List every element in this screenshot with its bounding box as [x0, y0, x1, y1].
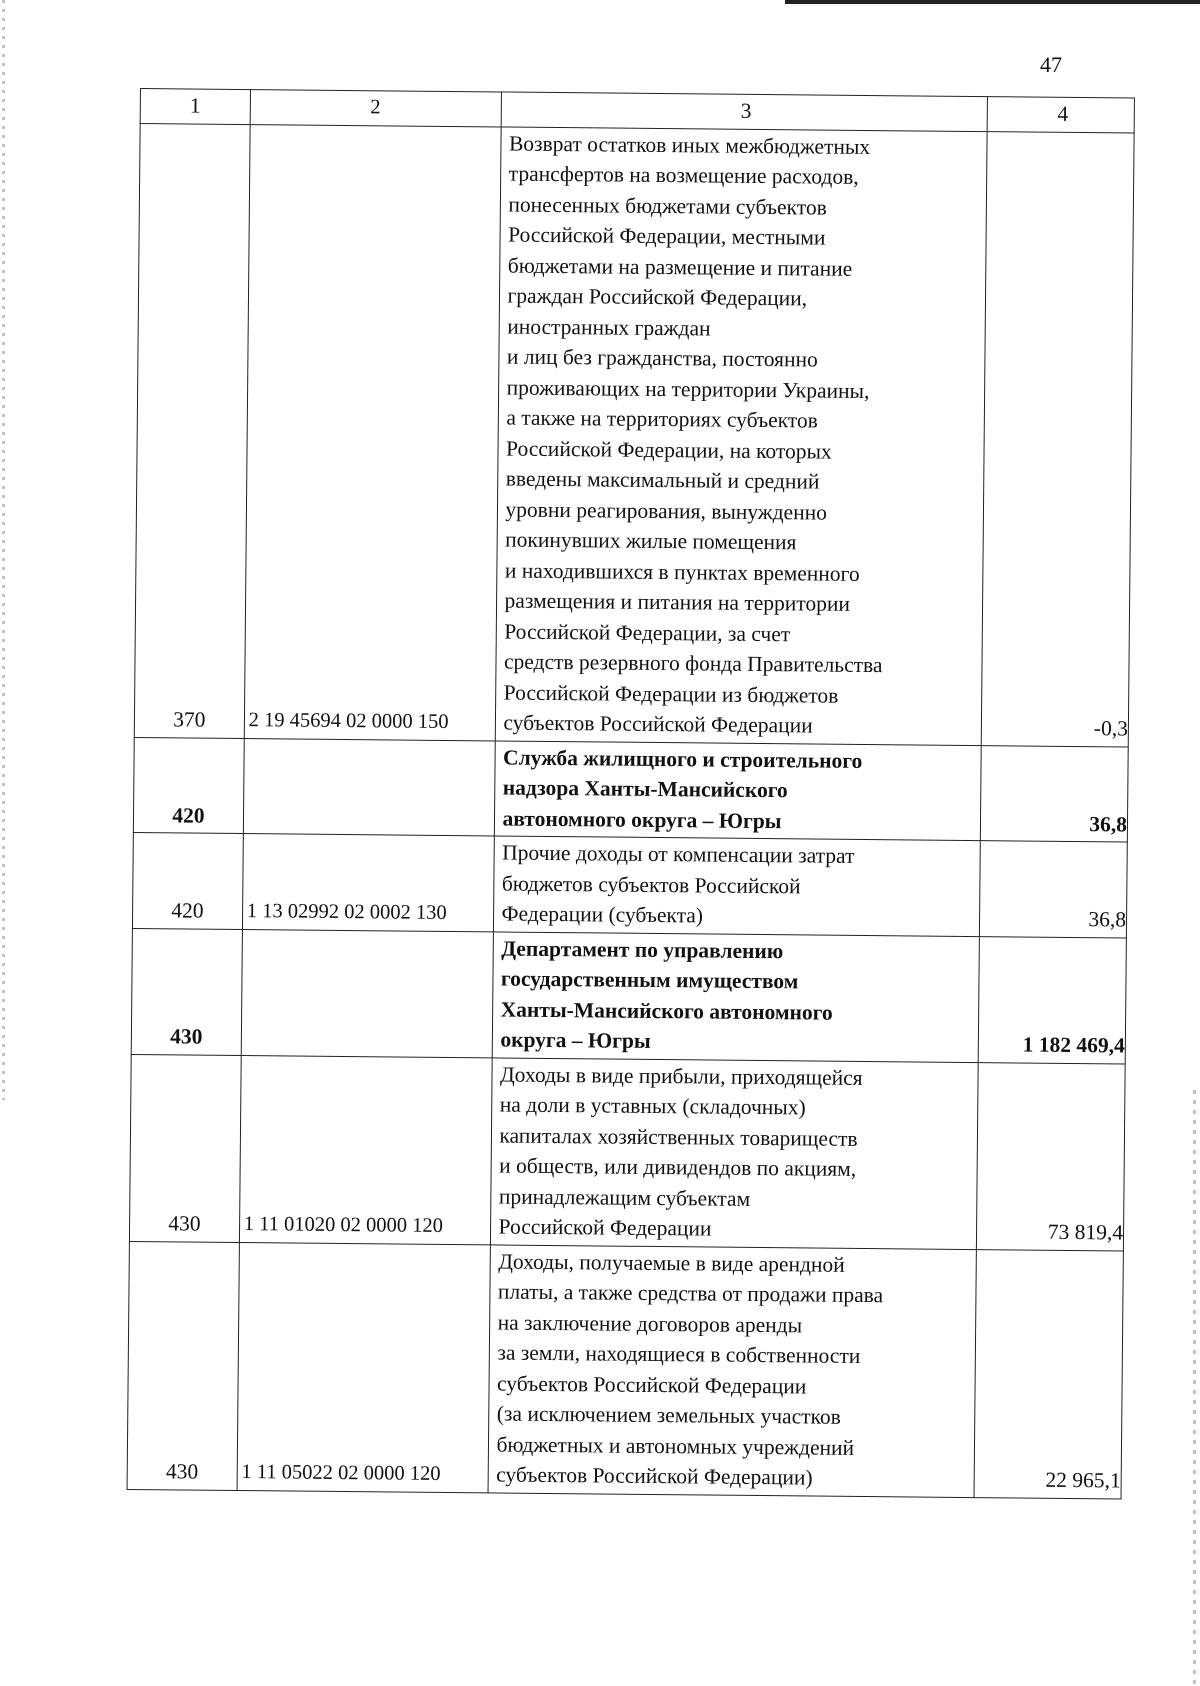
description-cell — [495, 126, 987, 745]
header-col-1: 1 — [140, 89, 250, 125]
amount-cell: 73 819,4 — [976, 1062, 1125, 1250]
admin-code-cell: 420 — [132, 832, 243, 929]
description-text: Доходы в виде прибыли, приходящейся на доли в уставных (складочных) капиталах хозяйственных товариществ и обществ, или дивидендов по акциям, принадлежащим субъектам Российской Федерации — [498, 1062, 863, 1241]
header-col-3: 3 — [501, 92, 988, 131]
budget-code-cell: 1 11 01020 02 0000 120 — [239, 1055, 492, 1244]
table-row-section — [131, 928, 1126, 1064]
description-cell — [493, 836, 980, 936]
description-text: Доходы, получаемые в виде арендной платы, а также средства от продажи права на заключение договоров аренды за земли, находящиеся в собственности субъектов Российской Федерации (за исключением земельных участков бюджетных и автономных учреждений субъектов Российской Федерации) — [496, 1248, 884, 1490]
amount-cell: 36,8 — [979, 841, 1127, 938]
description-text: Служба жилищного и строительного надзора Ханты-Мансийского автономного округа – Югры — [502, 745, 863, 833]
budget-code-cell — [243, 738, 495, 836]
table-row — [132, 832, 1127, 937]
budget-code-cell — [241, 929, 493, 1057]
description-cell — [490, 1057, 978, 1249]
admin-code-cell: 430 — [127, 1241, 239, 1490]
description-text: Прочие доходы от компенсации затрат бюджетов субъектов Российской Федерации (субъекта) — [501, 840, 855, 928]
description-text: Департамент по управлению государственным имуществом Ханты-Мансийского автономного округа – Югры — [500, 936, 833, 1053]
page-number: 47 — [1040, 52, 1062, 77]
budget-code-cell: 1 11 05022 02 0000 120 — [237, 1242, 490, 1492]
admin-code-cell: 430 — [129, 1054, 241, 1242]
amount-cell: 1 182 469,4 — [978, 936, 1126, 1063]
description-cell — [488, 1244, 977, 1497]
table-row — [127, 1241, 1123, 1499]
admin-code-cell: 430 — [131, 928, 242, 1055]
budget-code-cell: 1 13 02992 02 0002 130 — [242, 834, 494, 932]
admin-code-cell: 420 — [133, 737, 244, 834]
description-cell — [492, 931, 980, 1062]
scan-edge-right — [1193, 1090, 1196, 1686]
amount-cell: 36,8 — [980, 745, 1128, 842]
scan-top-bar — [785, 0, 1200, 4]
amount-cell: -0,3 — [981, 131, 1134, 746]
table-row — [129, 1054, 1125, 1251]
table-row-section — [133, 737, 1128, 842]
admin-code-cell: 370 — [134, 123, 250, 738]
description-text: Возврат остатков иных межбюджетных трансфертов на возмещение расходов, понесенных бюджетами субъектов Российской Федерации, местными бюджетами на размещение и питание граждан Российской Федерации, иностранных граждан и лиц без гражданства, постоянно проживающих на территории Украины, а также на территориях субъектов Российской Федерации, на которых введены максимальный и средний уровни реагирования, вынужденно покинувших жилые помещения и находившихся в пунктах временного размещения и питания на территории Российской Федерации, за счет средств резервного фонда Правительства Российской Федерации из бюджетов субъектов Российской Федерации — [503, 131, 883, 738]
header-col-4: 4 — [987, 97, 1134, 133]
revenue-table — [127, 88, 1135, 1499]
header-col-2: 2 — [250, 90, 501, 127]
table-row — [134, 123, 1134, 747]
amount-cell: 22 965,1 — [974, 1249, 1123, 1498]
description-cell — [494, 740, 981, 840]
budget-code-cell: 2 19 45694 02 0000 150 — [244, 124, 501, 740]
scan-edge-left — [2, 0, 5, 1100]
